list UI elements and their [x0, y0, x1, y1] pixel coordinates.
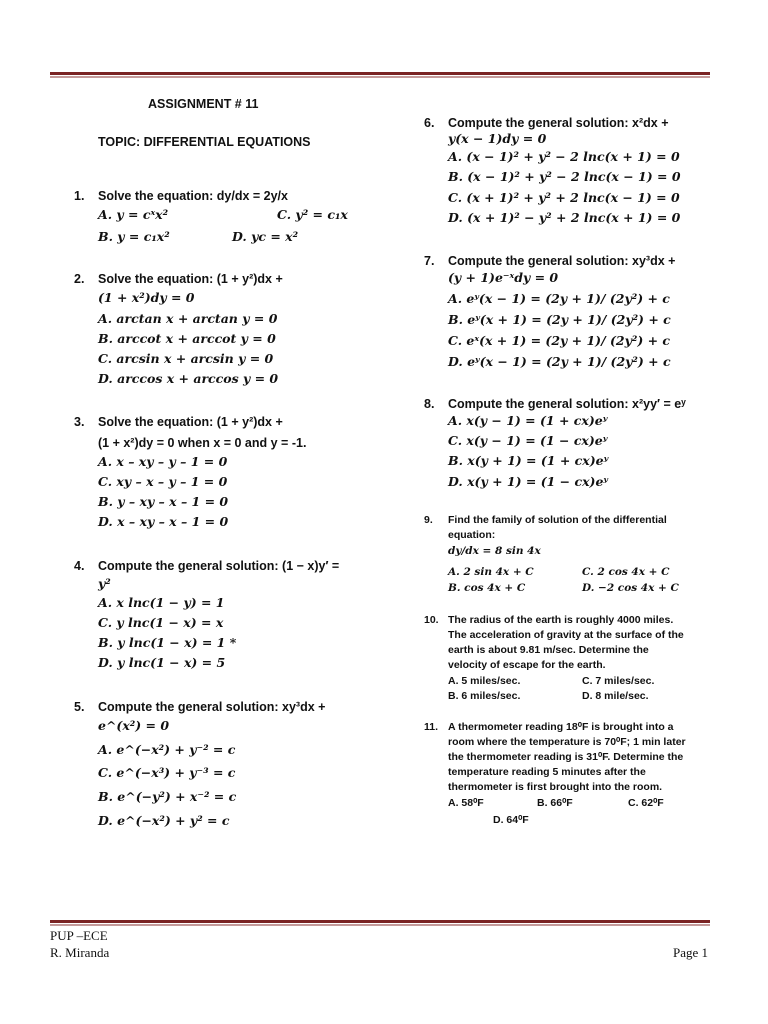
- q6-option-d: D. (x + 1)² − y² + 2 lnc(x + 1) = 0: [448, 210, 681, 225]
- question-text: Solve the equation: (1 + y²)dx +: [98, 272, 283, 286]
- question-7: [424, 251, 675, 271]
- question-5: [74, 697, 325, 717]
- question-number: 9.: [424, 514, 433, 526]
- q2-option-b: B. arccot x + arccot y = 0: [98, 331, 276, 346]
- q9-equation: dy/dx = 8 sin 4x: [448, 545, 541, 557]
- question-3: [74, 412, 283, 432]
- q1-option-d: D. yc = x²: [232, 229, 299, 244]
- bottom-rule: [50, 920, 710, 926]
- question-number: 6.: [424, 116, 435, 130]
- footer-org: PUP –ECE: [50, 928, 108, 943]
- q9-option-d: D. −2 cos 4x + C: [582, 582, 679, 594]
- q2-option-d: D. arccos x + arccos y = 0: [98, 371, 279, 386]
- q11-option-d: D. 64⁰F: [493, 814, 529, 826]
- q4-option-d: D. y lnc(1 − x) = 5: [98, 655, 226, 670]
- question-number: 10.: [424, 614, 439, 626]
- question-number: 8.: [424, 397, 435, 411]
- q4-text-line-2: y²: [98, 576, 111, 591]
- q1-option-b: B. y = c₁x²: [98, 229, 170, 244]
- q8-option-c: C. x(y − 1) = (1 − cx)eʸ: [448, 433, 608, 448]
- question-text: Compute the general solution: (1 − x)y′ =: [98, 559, 340, 573]
- question-text: Solve the equation: dy/dx = 2y/x: [98, 189, 288, 203]
- question-11: [424, 720, 674, 735]
- q11-text-line-5: thermometer is first brought into the room.: [448, 781, 663, 793]
- question-number: 2.: [74, 272, 85, 286]
- q10-text-line-2: The acceleration of gravity at the surface of the: [448, 629, 684, 641]
- question-number: 5.: [74, 700, 85, 714]
- question-9: [424, 513, 667, 528]
- q7-option-a: A. eʸ(x − 1) = (2y + 1)/ (2y²) + c: [448, 291, 670, 306]
- question-number: 1.: [74, 189, 85, 203]
- question-2: [74, 269, 283, 289]
- question-10: [424, 613, 673, 628]
- q5-option-d: D. e^(−x²) + y² = c: [98, 813, 230, 828]
- q7-text-line-2: (y + 1)e⁻ˣdy = 0: [448, 270, 559, 285]
- q3-option-b: B. y – xy – x – 1 = 0: [98, 494, 229, 509]
- q10-text-line-3: earth is about 9.81 m/sec. Determine the: [448, 644, 649, 656]
- topic-title: TOPIC: DIFFERENTIAL EQUATIONS: [98, 135, 311, 149]
- q4-option-b: B. y lnc(1 − x) = 1 *: [98, 635, 237, 650]
- q3-option-d: D. x – xy – x – 1 = 0: [98, 514, 229, 529]
- q11-text-line-3: the thermometer reading is 31⁰F. Determine the: [448, 751, 684, 763]
- footer-author: R. Miranda: [50, 945, 110, 960]
- q8-option-d: D. x(y + 1) = (1 − cx)eʸ: [448, 474, 608, 489]
- question-number: 7.: [424, 254, 435, 268]
- q4-option-c: C. y lnc(1 − x) = x: [98, 615, 224, 630]
- top-rule: [50, 72, 710, 78]
- q8-option-b: B. x(y + 1) = (1 + cx)eʸ: [448, 453, 609, 468]
- q2-text-line-2: (1 + x²)dy = 0: [98, 290, 195, 305]
- q6-text-line-2: y(x − 1)dy = 0: [448, 131, 547, 146]
- q3-option-c: C. xy – x – y – 1 = 0: [98, 474, 228, 489]
- question-text: A thermometer reading 18⁰F is brought into a: [448, 721, 674, 733]
- q9-option-b: B. cos 4x + C: [448, 582, 526, 594]
- question-8: [424, 394, 686, 414]
- q6-option-b: B. (x − 1)² + y² − 2 lnc(x − 1) = 0: [448, 169, 681, 184]
- q5-option-b: B. e^(−y²) + x⁻² = c: [98, 789, 237, 804]
- question-4: [74, 556, 339, 576]
- q11-option-b: B. 66⁰F: [537, 797, 573, 809]
- q5-option-c: C. e^(−x³) + y⁻³ = c: [98, 765, 236, 780]
- question-number: 3.: [74, 415, 85, 429]
- q2-option-a: A. arctan x + arctan y = 0: [98, 311, 278, 326]
- q1-option-a: A. y = cˣx²: [98, 207, 169, 222]
- question-text: Compute the general solution: xy³dx +: [98, 700, 326, 714]
- q11-text-line-4: temperature reading 5 minutes after the: [448, 766, 646, 778]
- q5-text-line-2: e^(x²) = 0: [98, 718, 170, 733]
- q10-option-d: D. 8 mile/sec.: [582, 690, 649, 702]
- q9-text-line-2: equation:: [448, 529, 496, 541]
- assignment-title: ASSIGNMENT # 11: [148, 97, 259, 111]
- q8-option-a: A. x(y − 1) = (1 + cx)eʸ: [448, 413, 608, 428]
- question-number: 11.: [424, 721, 439, 733]
- question-6: [424, 113, 669, 133]
- q9-option-a: A. 2 sin 4x + C: [448, 566, 534, 578]
- q4-option-a: A. x lnc(1 − y) = 1: [98, 595, 225, 610]
- question-text: Compute the general solution: xy³dx +: [448, 254, 676, 268]
- page-number: Page 1: [672, 945, 708, 960]
- q10-option-c: C. 7 miles/sec.: [582, 675, 655, 687]
- q5-option-a: A. e^(−x²) + y⁻² = c: [98, 742, 236, 757]
- question-1: [74, 186, 288, 206]
- q3-option-a: A. x – xy – y – 1 = 0: [98, 454, 228, 469]
- q11-option-a: A. 58⁰F: [448, 797, 484, 809]
- question-text: The radius of the earth is roughly 4000 miles.: [448, 614, 674, 626]
- q10-option-b: B. 6 miles/sec.: [448, 690, 521, 702]
- q11-option-c: C. 62⁰F: [628, 797, 664, 809]
- q7-option-b: B. eʸ(x + 1) = (2y + 1)/ (2y²) + c: [448, 312, 671, 327]
- question-number: 4.: [74, 559, 85, 573]
- question-text: Compute the general solution: x²yy′ = eʸ: [448, 397, 686, 411]
- q3-text-line-2: (1 + x²)dy = 0 when x = 0 and y = -1.: [98, 436, 307, 450]
- q6-option-a: A. (x − 1)² + y² − 2 lnc(x + 1) = 0: [448, 149, 680, 164]
- q7-option-c: C. eˣ(x + 1) = (2y + 1)/ (2y²) + c: [448, 333, 671, 348]
- q9-option-c: C. 2 cos 4x + C: [582, 566, 670, 578]
- q7-option-d: D. eʸ(x − 1) = (2y + 1)/ (2y²) + c: [448, 354, 671, 369]
- q6-option-c: C. (x + 1)² + y² + 2 lnc(x − 1) = 0: [448, 190, 680, 205]
- q2-option-c: C. arcsin x + arcsin y = 0: [98, 351, 274, 366]
- q10-option-a: A. 5 miles/sec.: [448, 675, 521, 687]
- q10-text-line-4: velocity of escape for the earth.: [448, 659, 606, 671]
- q11-text-line-2: room where the temperature is 70⁰F; 1 min later: [448, 736, 686, 748]
- q1-option-c: C. y² = c₁x: [277, 207, 348, 222]
- question-text: Solve the equation: (1 + y²)dx +: [98, 415, 283, 429]
- question-text: Compute the general solution: x²dx +: [448, 116, 669, 130]
- question-text: Find the family of solution of the differential: [448, 514, 667, 526]
